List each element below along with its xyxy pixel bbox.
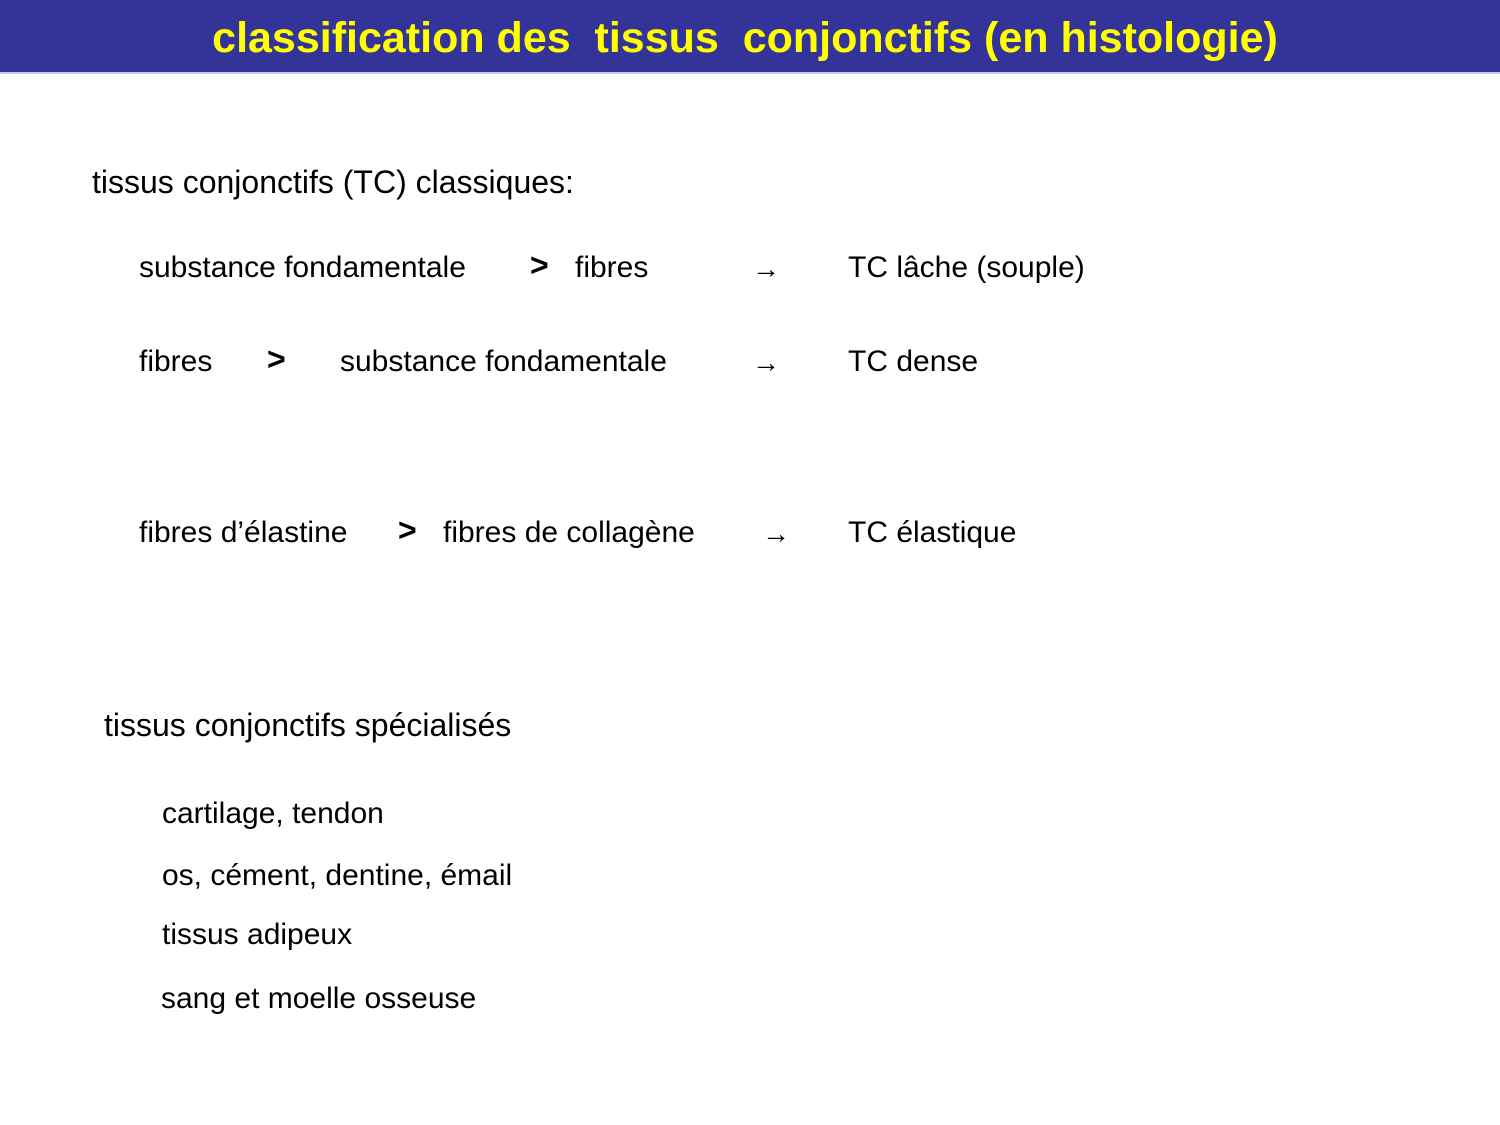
row3-result: TC élastique [848,516,1017,549]
specialized-heading: tissus conjonctifs spécialisés [104,707,512,743]
specialized-item: cartilage, tendon [162,797,384,830]
row1-arrow-icon: → [752,253,780,284]
row2-result: TC dense [848,345,979,378]
slide-title: classification des tissus conjonctifs (en histologie) [212,14,1278,62]
row1-left: substance fondamentale [139,251,466,284]
specialized-item: sang et moelle osseuse [161,982,477,1015]
row3-right: fibres de collagène [443,516,695,549]
title-bar [0,0,1500,74]
row2-arrow-icon: → [752,347,780,378]
row3-greater-than: > [398,512,417,548]
row1-result: TC lâche (souple) [848,251,1085,284]
row1-greater-than: > [530,247,549,283]
specialized-item: os, cément, dentine, émail [162,859,513,892]
row2-greater-than: > [267,341,286,377]
row3-arrow-icon: → [762,518,790,549]
row2-left: fibres [139,345,213,378]
row3-left: fibres d’élastine [139,516,348,549]
classic-heading: tissus conjonctifs (TC) classiques: [92,164,574,200]
row2-right: substance fondamentale [340,345,667,378]
specialized-item: tissus adipeux [162,918,353,951]
row1-right: fibres [575,251,649,284]
